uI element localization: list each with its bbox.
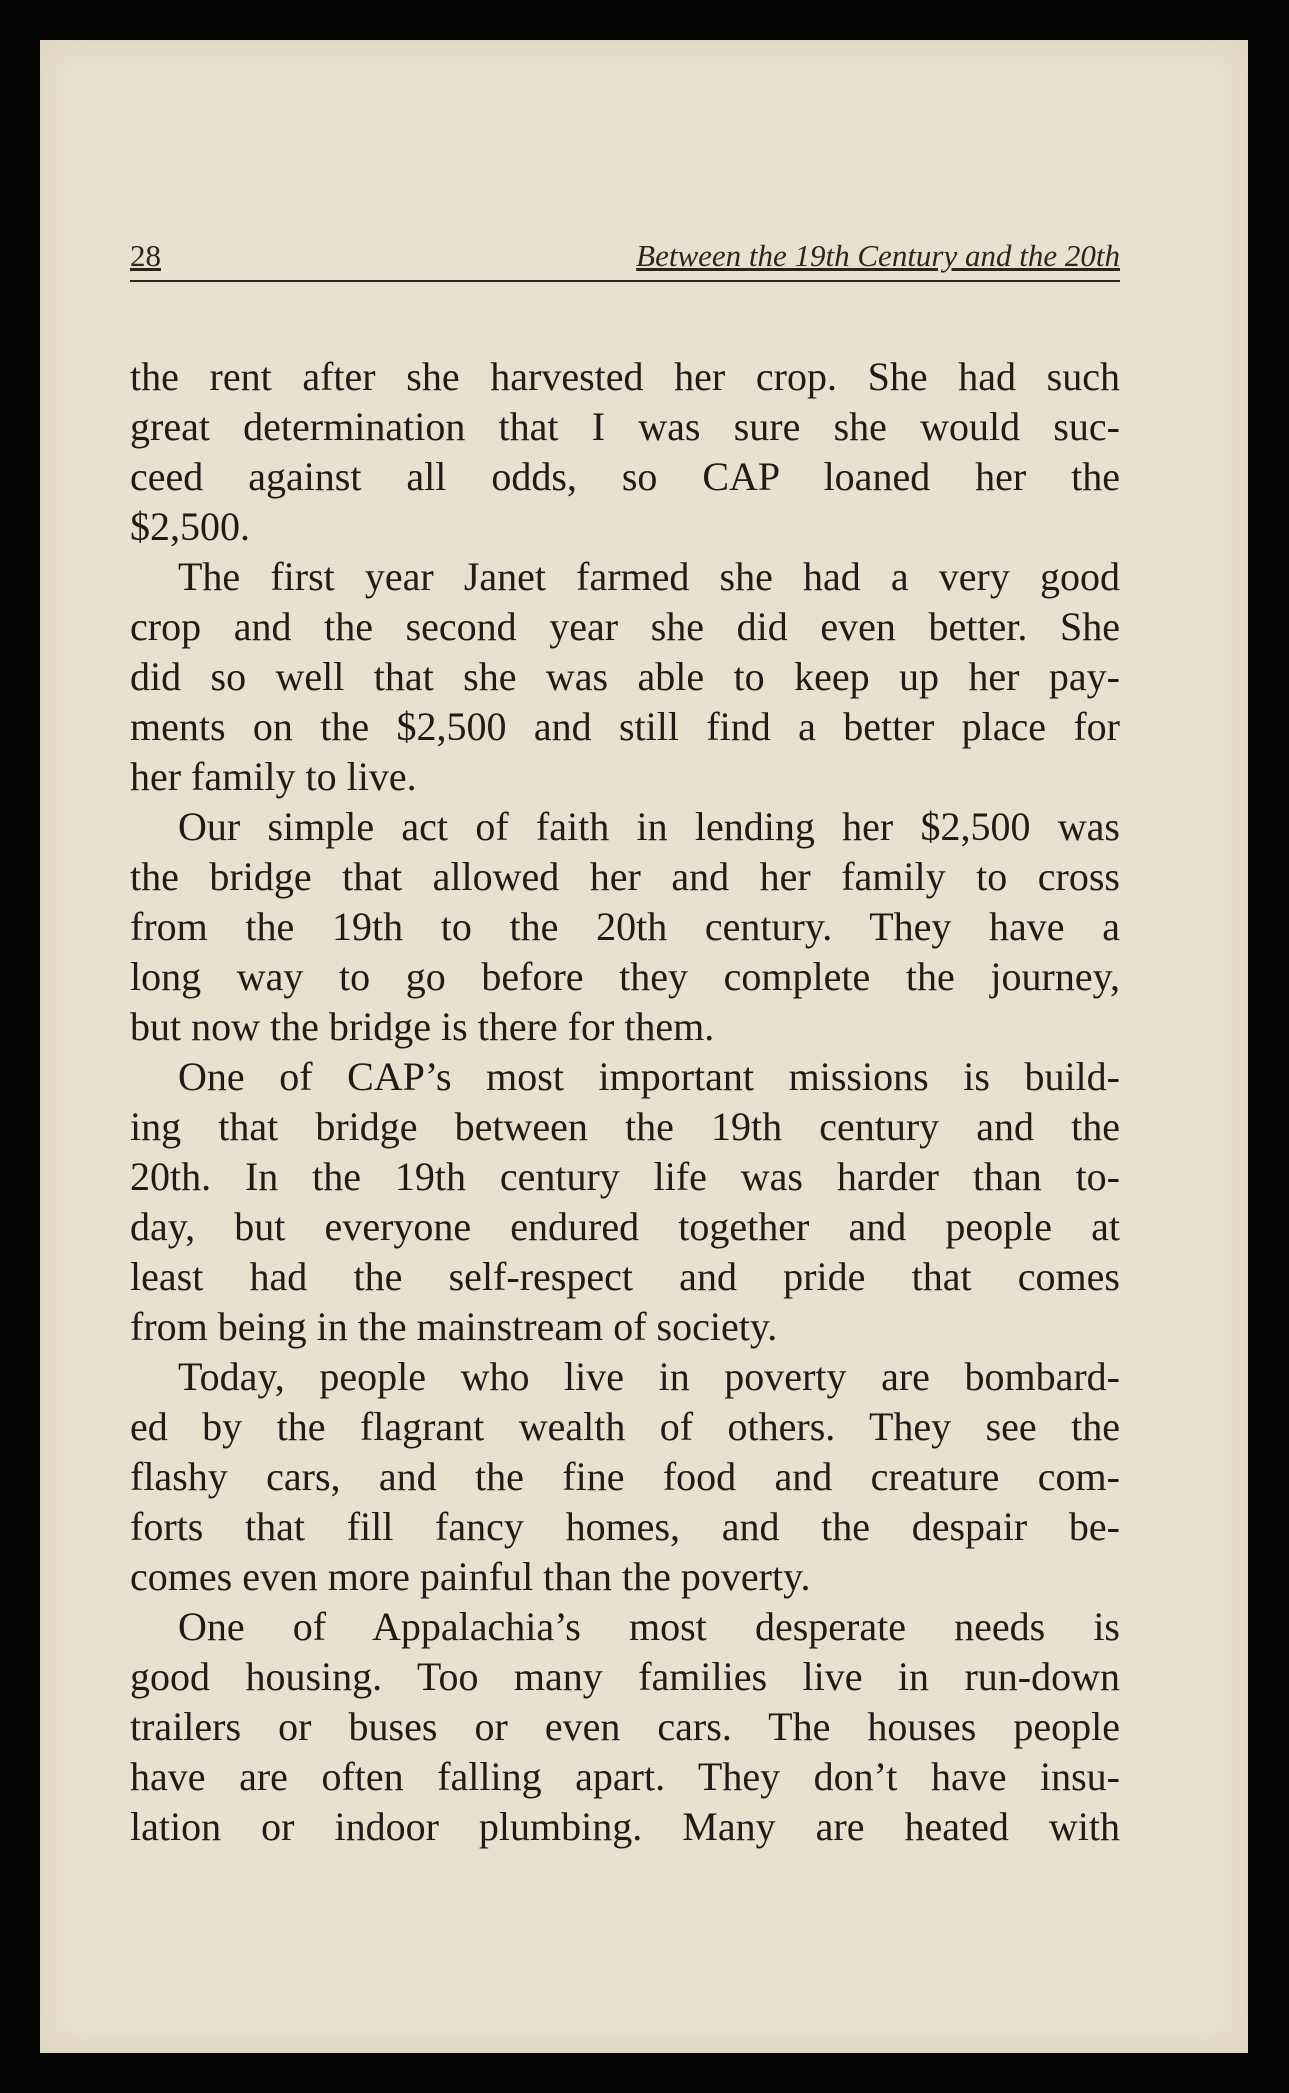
running-header xyxy=(130,230,1120,282)
text-line: the bridge that allowed her and her family to cross xyxy=(130,854,1120,899)
text-line: comes even more painful than the poverty. xyxy=(130,1554,811,1599)
text-line: did so well that she was able to keep up her pay- xyxy=(130,654,1120,699)
text-line: least had the self-respect and pride that comes xyxy=(130,1254,1120,1299)
text-line: forts that fill fancy homes, and the despair be- xyxy=(130,1504,1120,1549)
body-text xyxy=(130,352,1120,1852)
text-line: ments on the $2,500 and still find a better place for xyxy=(130,704,1120,749)
text-line: ceed against all odds, so CAP loaned her the xyxy=(130,454,1120,499)
text-line: have are often falling apart. They don’t have insu- xyxy=(130,1754,1120,1799)
running-title: Between the 19th Century and the 20th xyxy=(636,238,1120,273)
text-line: $2,500. xyxy=(130,504,250,549)
text-line: her family to live. xyxy=(130,754,417,799)
text-line: Today, people who live in poverty are bombard- xyxy=(178,1354,1120,1399)
text-line: the rent after she harvested her crop. She had such xyxy=(130,354,1120,399)
text-line: ing that bridge between the 19th century and the xyxy=(130,1104,1120,1149)
text-line: from being in the mainstream of society. xyxy=(130,1304,778,1349)
text-line: Our simple act of faith in lending her $2,500 was xyxy=(178,804,1120,849)
text-line: ed by the flagrant wealth of others. They see the xyxy=(130,1404,1120,1449)
text-line: long way to go before they complete the journey, xyxy=(130,954,1120,999)
text-line: One of Appalachia’s most desperate needs is xyxy=(178,1604,1120,1649)
text-line: The first year Janet farmed she had a very good xyxy=(178,554,1120,599)
text-line: 20th. In the 19th century life was harder than to- xyxy=(130,1154,1120,1199)
text-line: flashy cars, and the fine food and creature com- xyxy=(130,1454,1120,1499)
text-line: day, but everyone endured together and people at xyxy=(130,1204,1120,1249)
text-line: One of CAP’s most important missions is build- xyxy=(178,1054,1120,1099)
text-line: trailers or buses or even cars. The houses people xyxy=(130,1704,1120,1749)
text-line: from the 19th to the 20th century. They have a xyxy=(130,904,1120,949)
text-line: but now the bridge is there for them. xyxy=(130,1004,715,1049)
text-line: good housing. Too many families live in run-down xyxy=(130,1654,1120,1699)
text-line: crop and the second year she did even better. She xyxy=(130,604,1120,649)
text-line: lation or indoor plumbing. Many are heated with xyxy=(130,1804,1120,1849)
text-line: great determination that I was sure she would suc- xyxy=(130,404,1120,449)
page-number: 28 xyxy=(130,238,161,273)
